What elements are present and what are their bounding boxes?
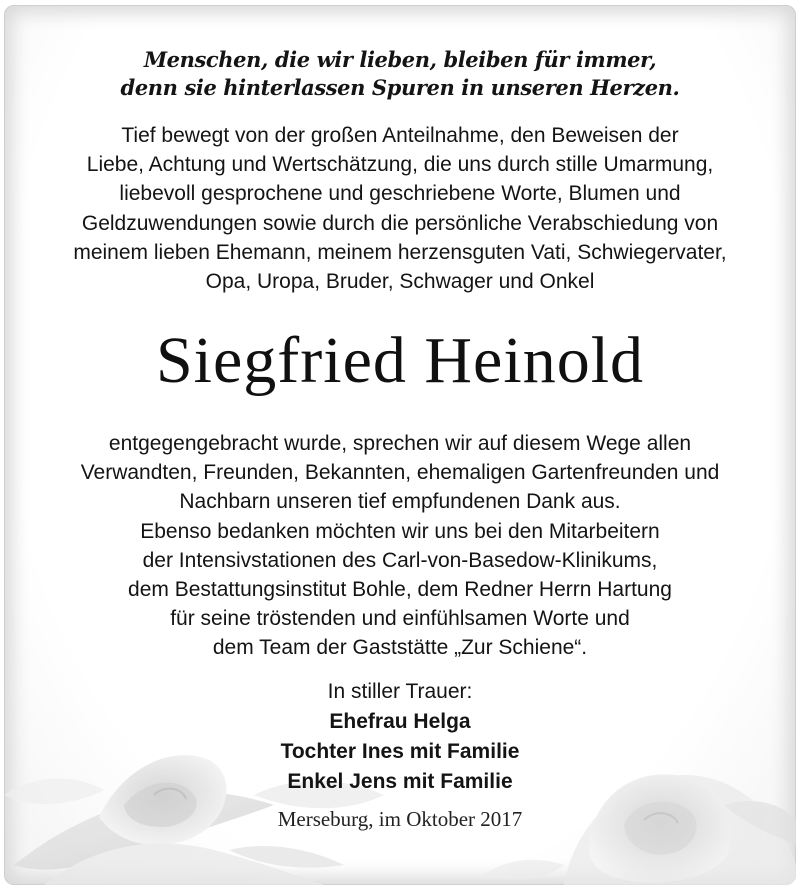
intro-line: meinem lieben Ehemann, meinem herzensguten Vati, Schwiegervater, xyxy=(73,240,727,264)
signature-block xyxy=(4,677,796,797)
thanks-line: dem Bestattungsinstitut Bohle, dem Redner Herrn Hartung xyxy=(128,578,672,602)
motto-quote xyxy=(4,46,796,102)
thanks-line: für seine tröstenden und einfühlsamen Worte und xyxy=(170,607,630,631)
intro-line: Geldzuwendungen sowie durch die persönliche Verabschiedung von xyxy=(81,211,719,235)
place-date: Merseburg, im Oktober 2017 xyxy=(277,807,523,831)
motto-line: denn sie hinterlassen Spuren in unseren Herzen. xyxy=(120,75,680,100)
mourner-name: Ehefrau Helga xyxy=(329,710,471,733)
intro-paragraph xyxy=(4,121,796,296)
thanks-line: dem Team der Gaststätte „Zur Schiene“. xyxy=(212,636,588,660)
mourner-name: Enkel Jens mit Familie xyxy=(287,770,513,793)
intro-line: liebevoll gesprochene und geschriebene Worte, Blumen und xyxy=(119,182,681,206)
mourner-name: Tochter Ines mit Familie xyxy=(280,740,520,763)
thanks-paragraph xyxy=(4,429,796,663)
intro-line: Liebe, Achtung und Wertschätzung, die uns durch stille Umarmung, xyxy=(86,153,714,177)
thanks-line: entgegengebracht wurde, sprechen wir auf diesem Wege allen xyxy=(108,432,692,455)
intro-line: Opa, Uropa, Bruder, Schwager und Onkel xyxy=(205,270,595,294)
signature-heading: In stiller Trauer: xyxy=(327,680,473,703)
obituary-card xyxy=(4,5,796,885)
thanks-line: Ebenso bedanken möchten wir uns bei den Mitarbeitern xyxy=(140,519,660,543)
thanks-line: der Intensivstationen des Carl-von-Basedow-Klinikums, xyxy=(142,548,658,572)
deceased-name: Siegfried Heinold xyxy=(155,324,645,397)
intro-line: Tief bewegt von der großen Anteilnahme, den Beweisen der xyxy=(121,124,679,147)
thanks-line: Verwandten, Freunden, Bekannten, ehemaligen Gartenfreunden und xyxy=(80,461,720,485)
thanks-line: Nachbarn unseren tief empfundenen Dank aus. xyxy=(179,490,621,514)
motto-line: Menschen, die wir lieben, bleiben für immer, xyxy=(143,47,657,72)
